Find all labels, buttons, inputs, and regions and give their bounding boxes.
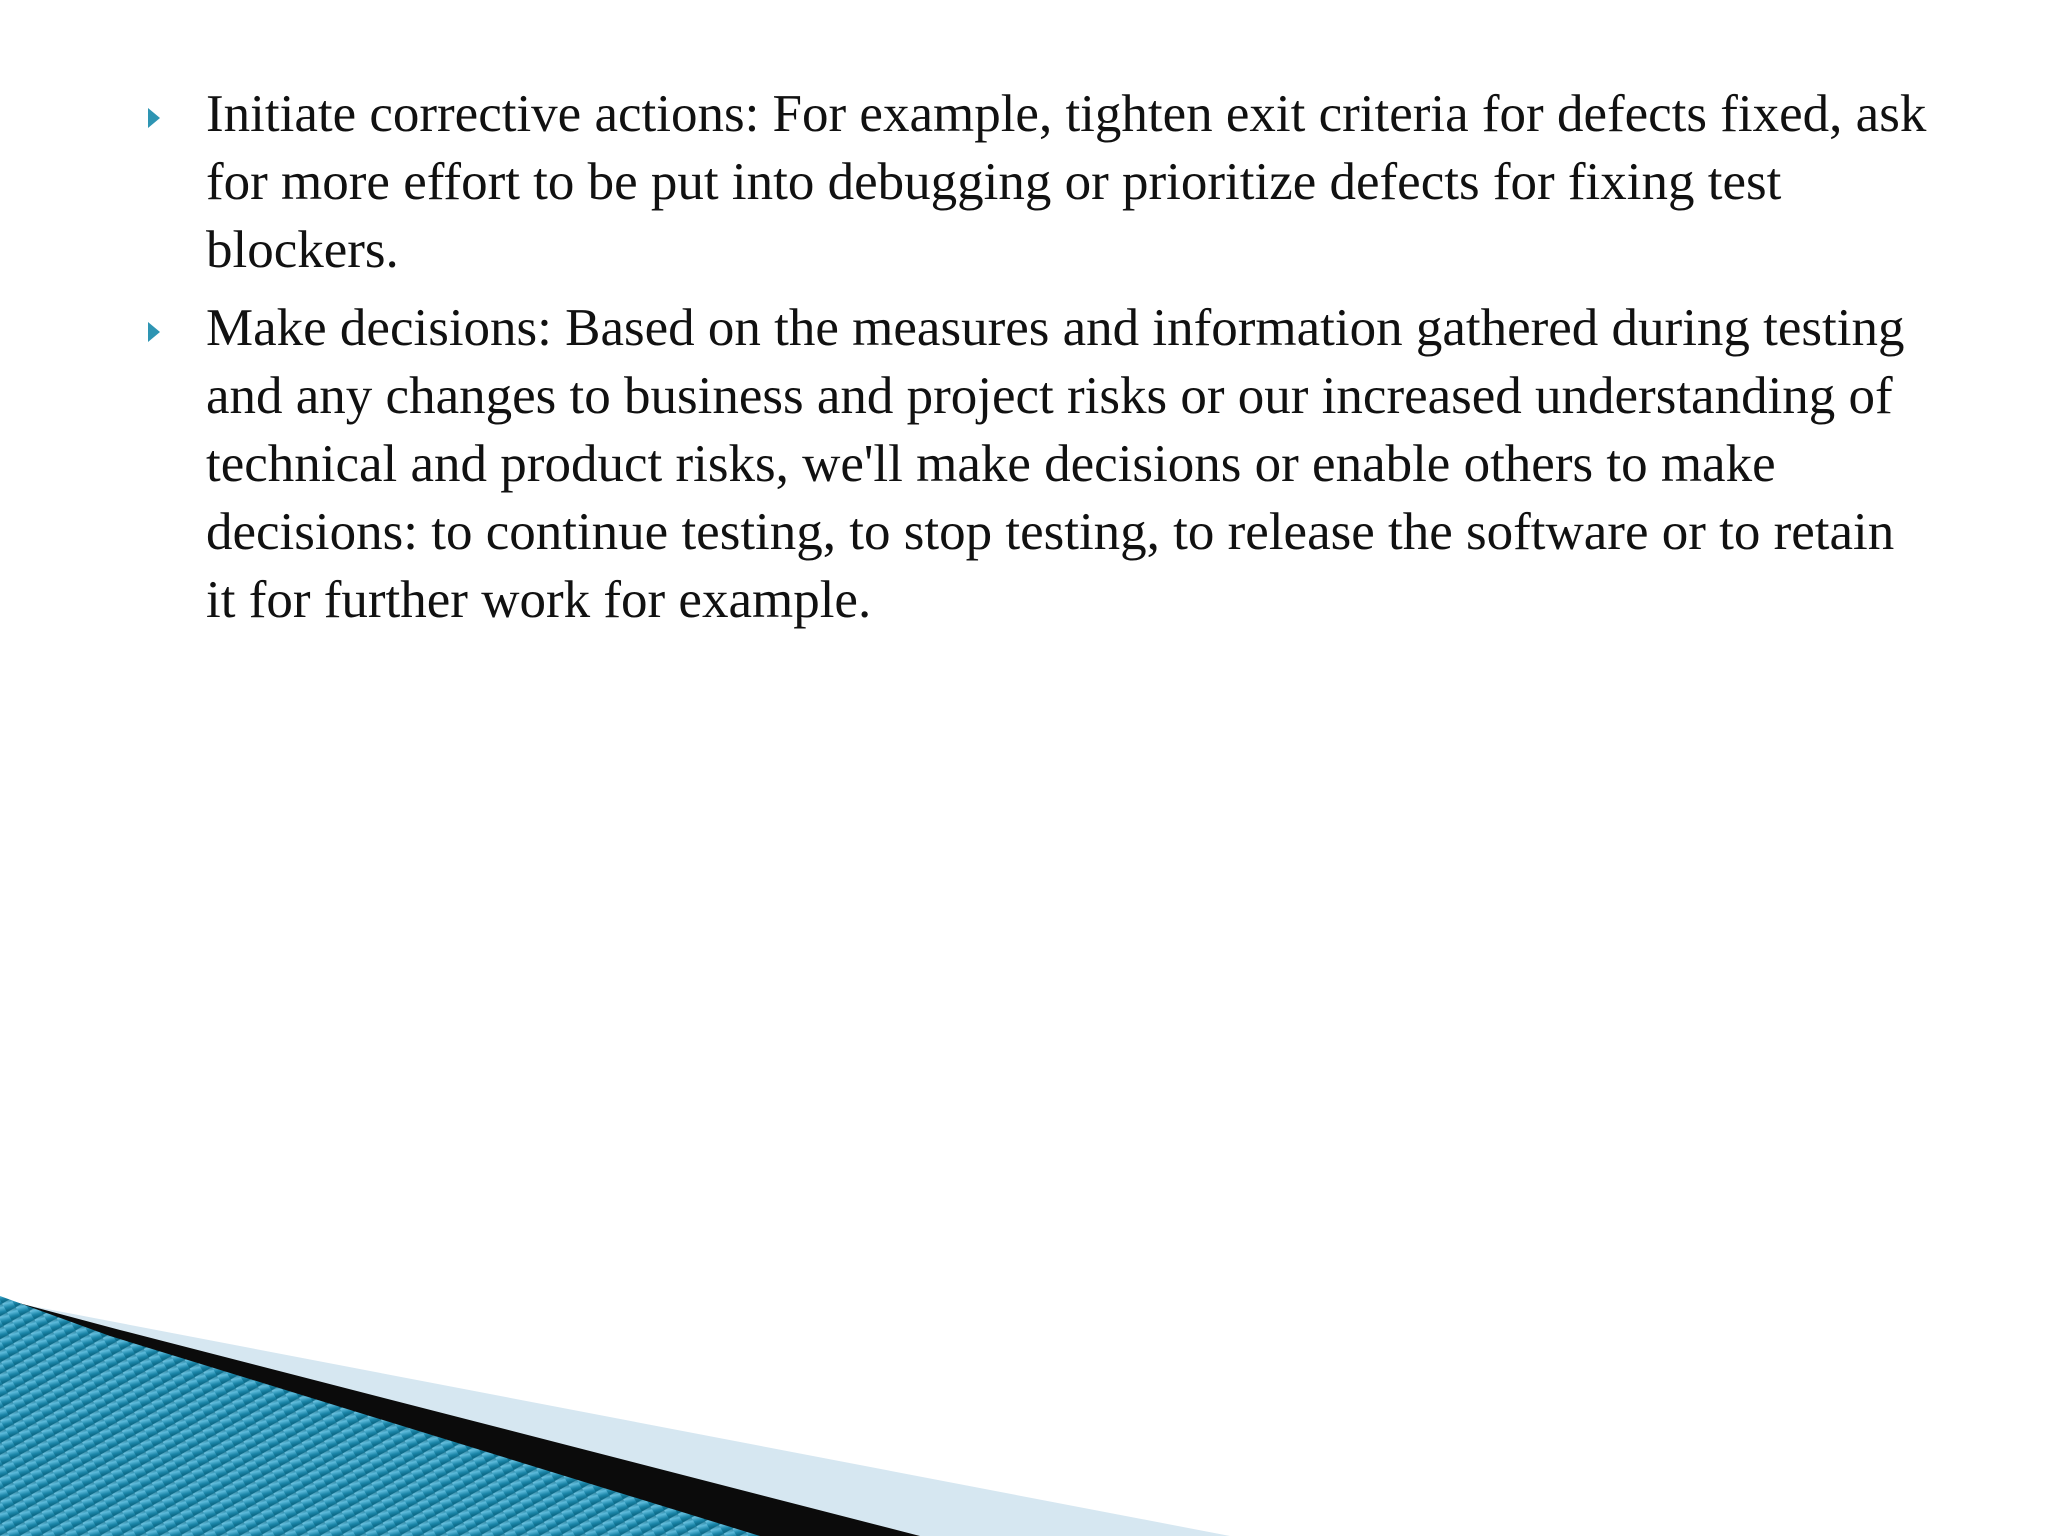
bullet-item bbox=[148, 294, 1928, 634]
bullet-text: Initiate corrective actions: For example, tighten exit criteria for defects fixed, ask for more effort to be put into debugging or prioritize defects for fixing test blockers. bbox=[206, 85, 1927, 279]
bullet-item bbox=[148, 80, 1928, 284]
bullet-text: Make decisions: Based on the measures and information gathered during testing and any changes to business and project risks or our increased understanding of technical and product risks, we'll make decisions or enable others to make decisions: to continue testing, to stop testing, to release the software or to retain it for further work for example. bbox=[206, 299, 1905, 629]
triangle-right-icon bbox=[148, 108, 160, 128]
bullet-list bbox=[148, 80, 1928, 634]
slide-content bbox=[148, 80, 1928, 644]
triangle-right-icon bbox=[148, 322, 160, 342]
